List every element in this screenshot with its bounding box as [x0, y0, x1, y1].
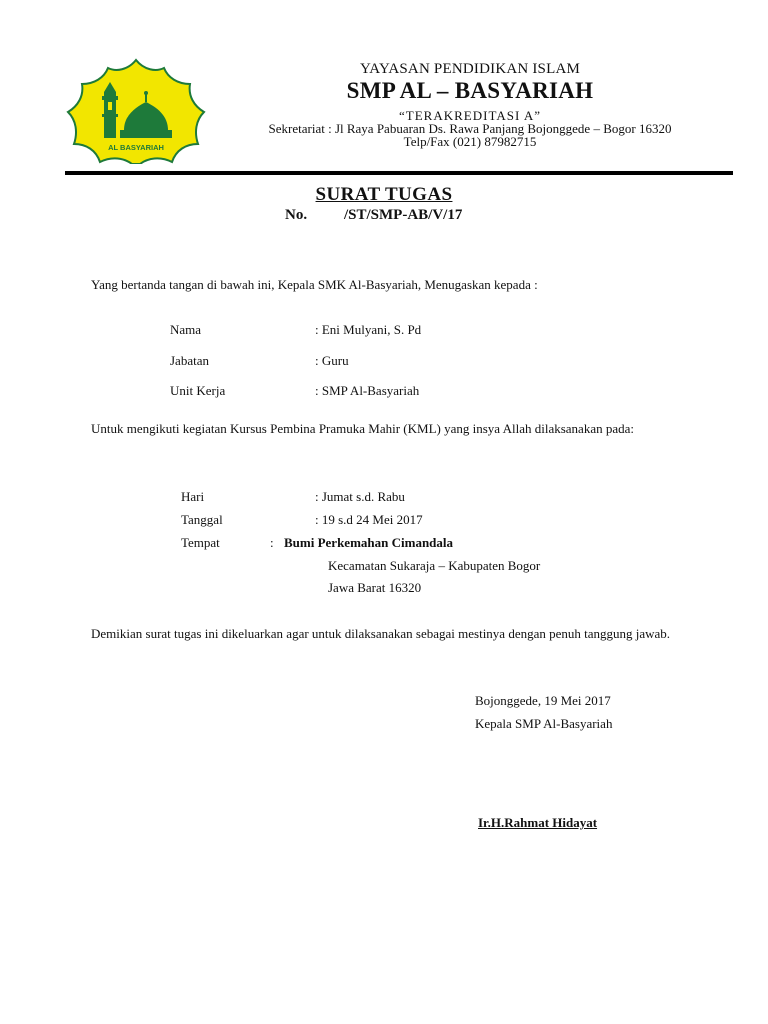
- foundation-name: YAYASAN PENDIDIKAN ISLAM: [359, 61, 581, 77]
- event-place-line2: Kecamatan Sukaraja – Kabupaten Bogor: [328, 558, 541, 573]
- logo-caption: AL BASYARIAH: [108, 143, 164, 152]
- phone-fax: Telp/Fax (021) 87982715: [403, 134, 537, 149]
- assignee-name-value: : Eni Mulyani, S. Pd: [315, 322, 422, 337]
- event-day-value: : Jumat s.d. Rabu: [315, 489, 405, 504]
- accreditation: “TERAKREDITASI A”: [399, 108, 541, 123]
- event-place-name: Bumi Perkemahan Cimandala: [284, 535, 454, 550]
- event-place-line3: Jawa Barat 16320: [328, 580, 422, 595]
- letterhead-divider: [65, 171, 733, 175]
- document-title: SURAT TUGAS: [315, 184, 453, 205]
- assignee-position-label: Jabatan: [170, 353, 209, 368]
- signatory-name: Ir.H.Rahmat Hidayat: [478, 815, 598, 830]
- intro-paragraph: Yang bertanda tangan di bawah ini, Kepala SMK Al-Basyariah, Menugaskan kepada :: [91, 277, 538, 292]
- number-value: /ST/SMP-AB/V/17: [344, 207, 463, 223]
- address: Sekretariat : Jl Raya Pabuaran Ds. Rawa Panjang Bojonggede – Bogor 16320: [268, 121, 672, 136]
- closing-paragraph: Demikian surat tugas ini dikeluarkan agar untuk dilaksanakan sebagai mestinya dengan penuh tanggung jawab.: [91, 626, 671, 641]
- event-date-label: Tanggal: [181, 512, 223, 527]
- signoff-position: Kepala SMP Al-Basyariah: [475, 716, 613, 731]
- assignee-unit-label: Unit Kerja: [170, 383, 226, 398]
- event-day-label: Hari: [181, 489, 205, 504]
- purpose-paragraph: Untuk mengikuti kegiatan Kursus Pembina Pramuka Mahir (KML) yang insya Allah dilaksanakan pada:: [91, 421, 634, 436]
- number-label: No.: [285, 207, 308, 223]
- school-logo: [64, 58, 208, 164]
- assignee-unit-value: : SMP Al-Basyariah: [315, 383, 420, 398]
- event-place-colon: :: [270, 535, 274, 550]
- event-date-value: : 19 s.d 24 Mei 2017: [315, 512, 423, 527]
- signoff-place-date: Bojonggede, 19 Mei 2017: [475, 693, 611, 708]
- event-place-label: Tempat: [181, 535, 220, 550]
- assignee-name-label: Nama: [170, 322, 202, 337]
- assignee-position-value: : Guru: [315, 353, 349, 368]
- school-name: SMP AL – BASYARIAH: [346, 78, 594, 103]
